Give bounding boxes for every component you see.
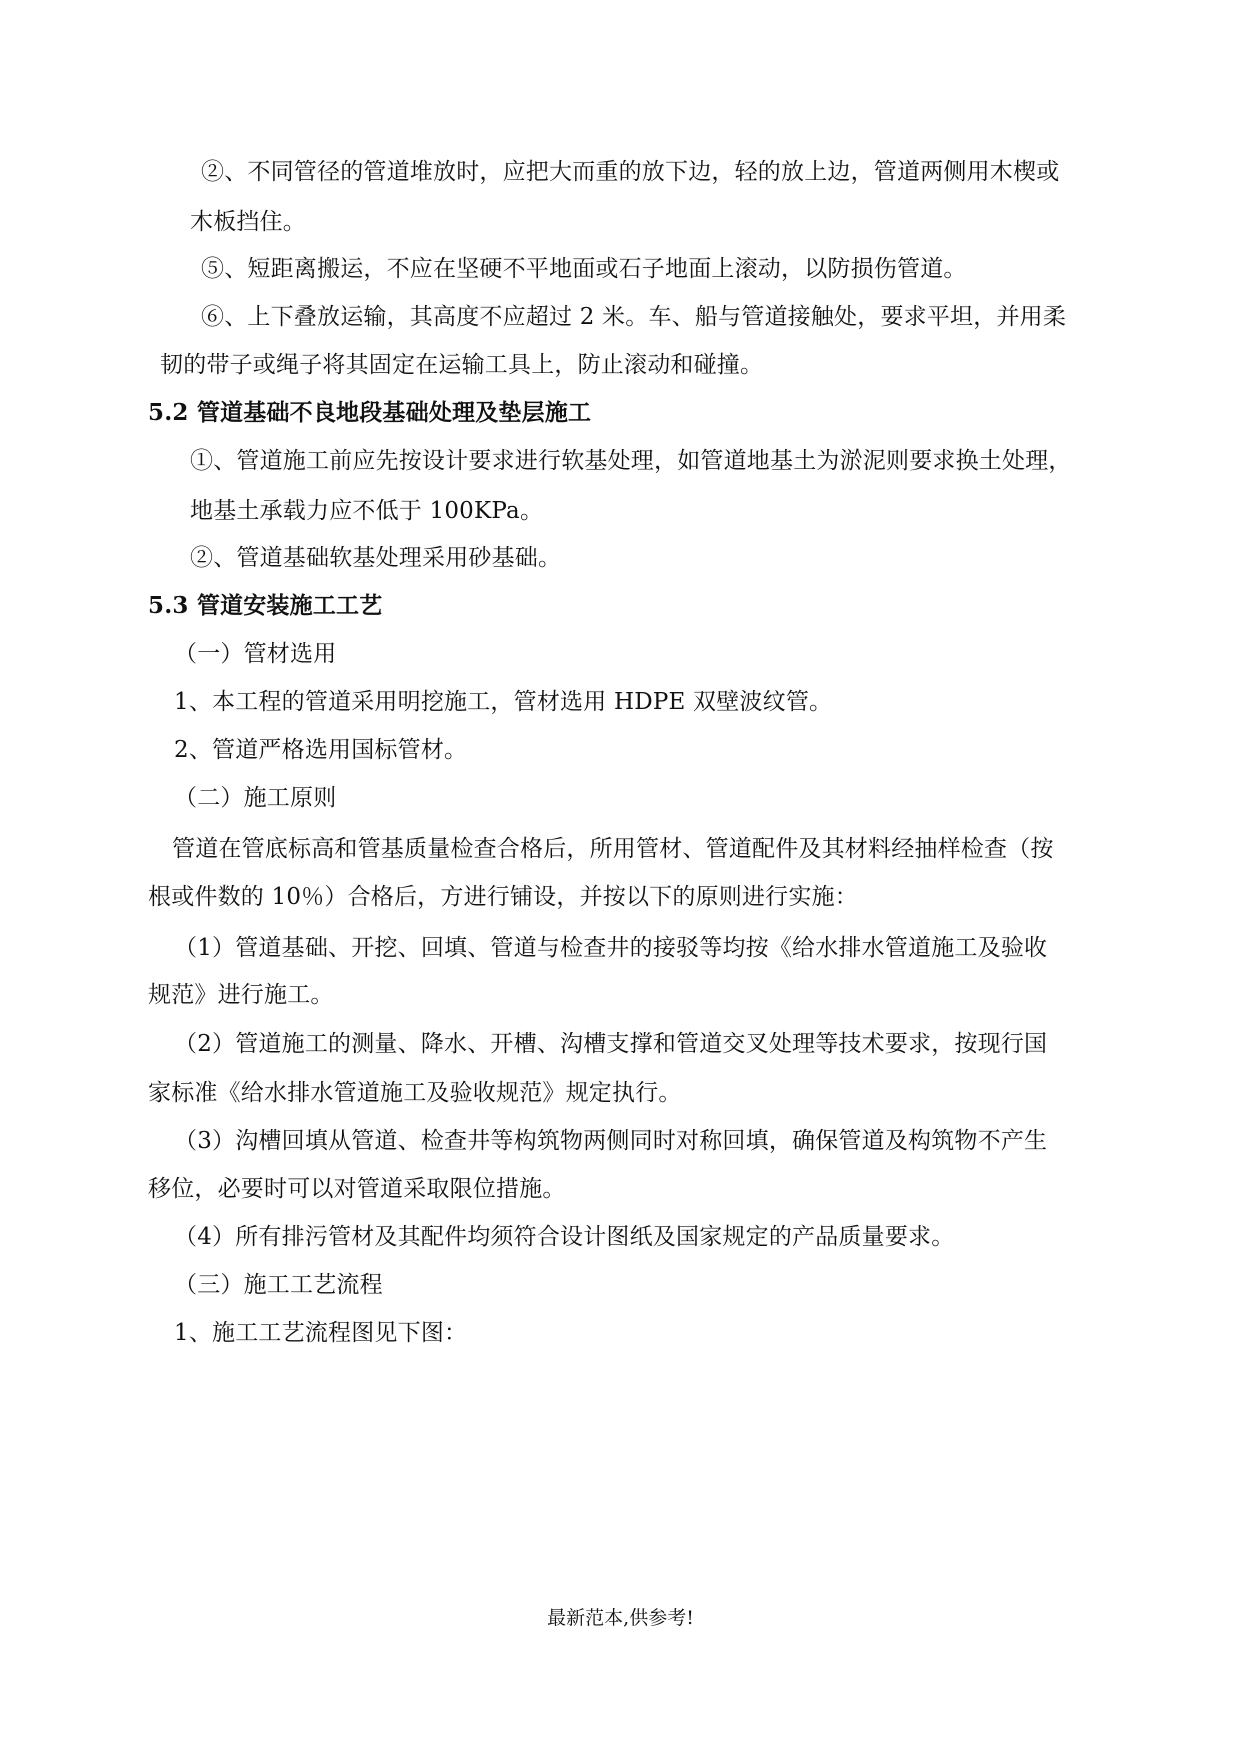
text-line: 移位，必要时可以对管道采取限位措施。 <box>148 1176 566 1202</box>
subsection-heading: （三）施工工艺流程 <box>174 1272 383 1298</box>
text-line: 1、本工程的管道采用明挖施工，管材选用 HDPE 双壁波纹管。 <box>174 689 833 715</box>
page-footer: 最新范本,供参考! <box>547 1607 694 1629</box>
text-line: 规范》进行施工。 <box>148 982 334 1008</box>
text-line: ⑤、短距离搬运，不应在坚硬不平地面或石子地面上滚动，以防损伤管道。 <box>201 256 967 282</box>
text-line: 管道在管底标高和管基质量检查合格后，所用管材、管道配件及其材料经抽样检查（按 <box>172 836 1054 862</box>
text-line: 家标准《给水排水管道施工及验收规范》规定执行。 <box>148 1080 682 1106</box>
section-heading: 5.3 管道安装施工工艺 <box>148 592 383 619</box>
text-line: （3）沟槽回填从管道、检查井等构筑物两侧同时对称回填，确保管道及构筑物不产生 <box>174 1128 1048 1154</box>
section-heading: 5.2 管道基础不良地段基础处理及垫层施工 <box>148 399 592 426</box>
text-line: 2、管道严格选用国标管材。 <box>174 737 468 763</box>
text-line: （4）所有排污管材及其配件均须符合设计图纸及国家规定的产品质量要求。 <box>174 1224 955 1250</box>
text-line: 木板挡住。 <box>190 209 306 235</box>
subsection-heading: （一）管材选用 <box>174 641 337 667</box>
text-line: 韧的带子或绳子将其固定在运输工具上，防止滚动和碰撞。 <box>160 352 764 378</box>
text-line: ②、不同管径的管道堆放时，应把大而重的放下边，轻的放上边，管道两侧用木楔或 <box>201 159 1060 185</box>
subsection-heading: （二）施工原则 <box>174 785 337 811</box>
text-line: （1）管道基础、开挖、回填、管道与检查井的接驳等均按《给水排水管道施工及验收 <box>174 935 1048 961</box>
text-line: ②、管道基础软基处理采用砂基础。 <box>190 545 562 571</box>
text-line: 1、施工工艺流程图见下图： <box>174 1320 468 1346</box>
text-line: （2）管道施工的测量、降水、开槽、沟槽支撑和管道交叉处理等技术要求，按现行国 <box>174 1031 1048 1057</box>
text-line: 地基土承载力应不低于 100KPa。 <box>190 498 544 524</box>
text-line: ①、管道施工前应先按设计要求进行软基处理，如管道地基土为淤泥则要求换土处理， <box>190 448 1072 474</box>
text-line: ⑥、上下叠放运输，其高度不应超过 2 米。车、船与管道接触处，要求平坦，并用柔 <box>201 304 1067 330</box>
text-line: 根或件数的 10％）合格后，方进行铺设，并按以下的原则进行实施： <box>148 884 858 910</box>
